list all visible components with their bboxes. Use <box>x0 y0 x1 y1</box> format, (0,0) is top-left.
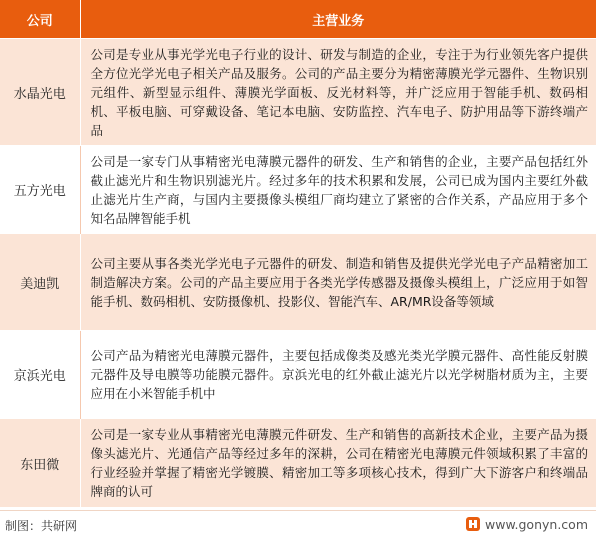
source-label: 制图：共研网 <box>5 519 78 533</box>
business-cell: 公司是专业从事光学光电子行业的设计、研发与制造的企业，专注于为行业领先客户提供全方位光学光电子相关产品及服务。公司的产品主要分为精密薄膜光学元器件、生物识别元组件、新型显示组件、薄膜光学面板、反光材料等，并广泛应用于智能手机、数码相机、平板电脑、可穿戴设备、笔记本电脑、安防监控、汽车电子、防护用品等下游终端产品 <box>80 39 596 146</box>
company-cell: 五方光电 <box>0 146 80 234</box>
footer <box>0 510 596 540</box>
business-cell: 公司主要从事各类光学光电子元器件的研发、制造和销售及提供光学光电子产品精密加工制造解决方案。公司的产品主要应用于各类光学传感器及摄像头模组上，广泛应用于如智能手机、数码相机、安防摄像机、投影仪、智能汽车、AR/MR设备等领域 <box>80 234 596 331</box>
table-row <box>0 419 596 508</box>
brand-mark <box>465 516 588 532</box>
table-header-row <box>0 0 596 39</box>
company-cell: 美迪凯 <box>0 234 80 331</box>
header-business: 主营业务 <box>80 0 596 39</box>
header-company: 公司 <box>0 0 80 39</box>
business-cell: 公司是一家专门从事精密光电薄膜元器件的研发、生产和销售的企业，主要产品包括红外截止滤光片和生物识别滤光片。经过多年的技术积累和发展，公司已成为国内主要红外截止滤光片生产商，与国内主要摄像头模组厂商均建立了紧密的合作关系，产品应用于多个知名品牌智能手机 <box>80 146 596 234</box>
table-row <box>0 146 596 234</box>
gonyn-logo-icon <box>465 516 481 532</box>
company-cell: 京浜光电 <box>0 331 80 419</box>
business-cell: 公司是一家专业从事精密光电薄膜元件研发、生产和销售的高新技术企业，主要产品为摄像头滤光片、光通信产品等经过多年的深耕，公司在精密光电薄膜元件领域积累了丰富的行业经验并掌握了精密光学镀膜、精密加工等多项核心技术，得到广大下游客户和终端品牌商的认可 <box>80 419 596 508</box>
table-row <box>0 39 596 146</box>
website-url[interactable]: www.gonyn.com <box>485 516 588 532</box>
company-cell: 水晶光电 <box>0 39 80 146</box>
company-cell: 东田微 <box>0 419 80 508</box>
table-row <box>0 331 596 419</box>
table-row <box>0 234 596 331</box>
business-cell: 公司产品为精密光电薄膜元器件，主要包括成像类及感光类光学膜元器件、高性能反射膜元器件及导电膜等功能膜元器件。京浜光电的红外截止滤光片以光学树脂材质为主，主要应用在小米智能手机中 <box>80 331 596 419</box>
